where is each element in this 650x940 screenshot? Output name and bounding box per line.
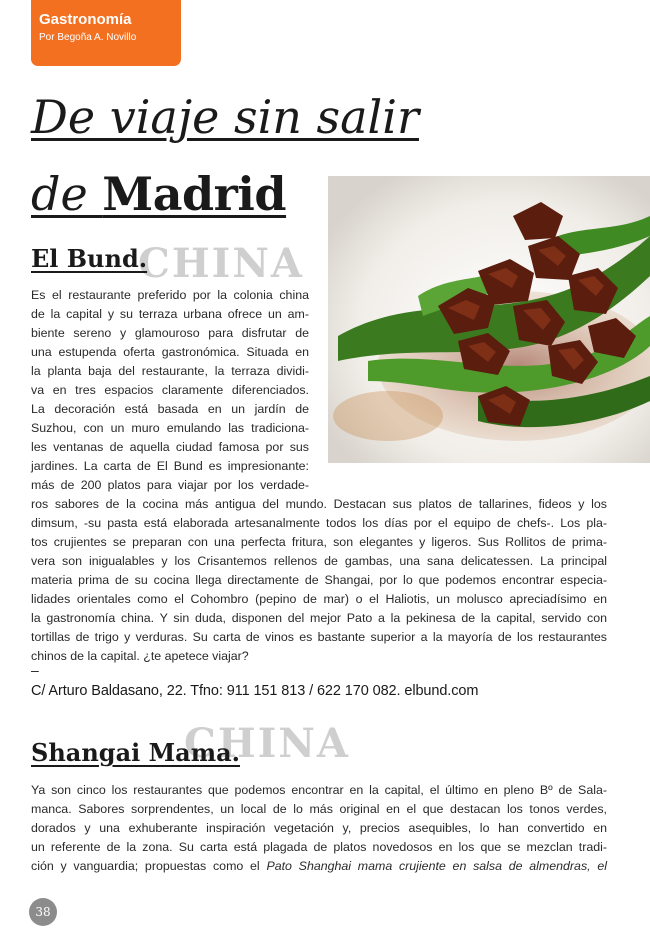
article-1-line: biente sereno y glamouroso para disfrutar de [31,326,309,340]
article-1-line: tos crujientes se preparan con una perfecta fritura, son elegantes y ligeros. Sus Rollitos de prima- [31,535,607,549]
article-2-line: manca. Sabores sorprendentes, un local de lo más original en el que destacan los tonos verdes, [31,802,607,816]
article-1-line: La decoración está basada en un jardín de [31,402,309,416]
article-2-dish-name: Pato Shanghai mama crujiente en salsa de almendras, el [266,859,607,873]
article-1-line: tortillas de trigo y verduras. Su carta de vinos es bastante superior a la mayoría de los restaurantes [31,630,607,644]
article-2-watermark: CHINA [184,720,350,767]
headline-bold-word: Madrid [102,167,287,221]
article-1-line: chinos de la capital. ¿te apetece viajar? [31,649,249,663]
headline-line-2 [31,168,286,220]
page-number: 38 [29,898,57,926]
article-1-line: lidades orientales como el Cohombro (pepino de mar) o el Haliotis, un molusco apreciadísimo en [31,592,607,606]
restaurant-address: C/ Arturo Baldasano, 22. Tfno: 911 151 813 / 622 170 082. elbund.com [31,683,479,699]
article-1-line: Suzhou, con un muro emulando las tradiciona- [31,421,309,435]
headline-prefix: de [31,167,103,221]
article-1-line: más de 200 platos para viajar por los verdade- [31,478,309,492]
article-2-line: Ya son cinco los restaurantes que podemos encontrar en la capital, el último en pleno Bº de Sala- [31,783,607,797]
headline-line-1: De viaje sin salir [31,90,419,144]
article-1-line: va en tres espacios claramente diferenciados. [31,383,309,397]
section-tab [31,0,181,66]
article-1-line: la planta baja del restaurante, la terraza dividi- [31,364,309,378]
article-1-line: ros sabores de la cocina más antigua del mundo. Destacan sus platos de tallarines, fideos y los [31,497,607,511]
food-photo-icon [328,176,650,463]
section-label: Gastronomía [39,11,132,28]
article-1-watermark: CHINA [138,240,304,287]
article-1-line: una estupenda oferta gastronómica. Situada en [31,345,309,359]
separator-dash: – [31,662,39,678]
article-2-title: Shangai Mama. [31,738,241,767]
article-1-line: la gastronomía china. Y sin duda, disponen del mejor Pato a la pekinesa de la capital, servido con [31,611,607,625]
article-1-line: dimsum, -su pasta está elaborada artesanalmente todos los días por el equipo de chefs-. Los pla- [31,516,607,530]
article-1-line: les ventanas de aquella ciudad famosa por sus [31,440,309,454]
article-1-line: Es el restaurante preferido por la colonia china [31,288,309,302]
article-2-line [31,857,607,876]
article-1-line: materia prima de su cocina llega directamente de Shangai, por lo que podemos encontrar especia- [31,573,607,587]
article-2-line: un referente de la zona. Su carta está plagada de platos novedosos en los que se mezclan tradi- [31,840,607,854]
article-1-title: El Bund. [31,244,148,273]
food-photo [328,176,650,463]
article-1-line: jardines. La carta de El Bund es impresionante: [31,459,309,473]
article-2-last-line-text: ción y vanguardia; propuestas como el [31,859,267,873]
author-byline: Por Begoña A. Novillo [39,32,137,43]
article-1-line: vera son inigualables y los Crisantemos rellenos de gambas, una sana delicatessen. La principal [31,554,607,568]
article-2-line: dorados y una exhuberante inspiración vegetación y, precios asequibles, lo han convertido en [31,821,607,835]
article-1-line: de la capital y su terraza urbana ofrece un am- [31,307,309,321]
